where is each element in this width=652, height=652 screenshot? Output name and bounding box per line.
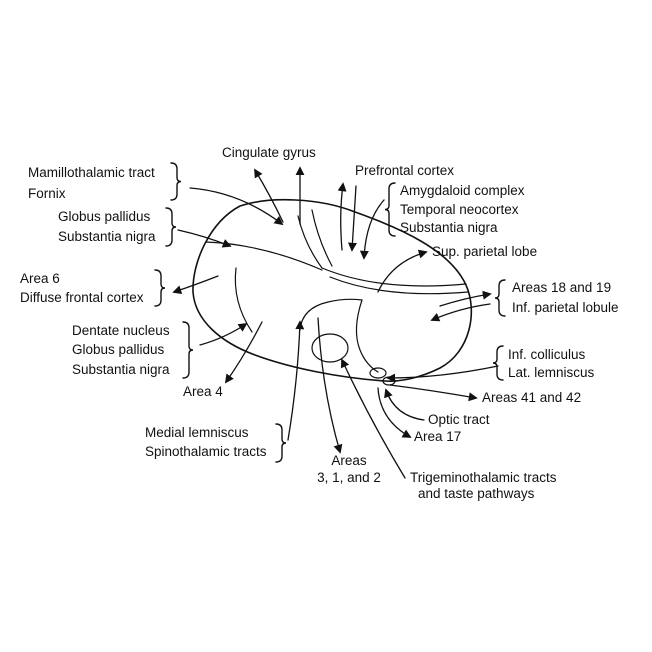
label-fornix: Fornix: [28, 186, 66, 201]
label-optic-tract: Optic tract: [428, 412, 490, 427]
arrow-areas-41-42-out: [390, 385, 476, 398]
brace-mamillothalamic: [171, 163, 181, 200]
anterior-nucleus-left-boundary: [298, 216, 322, 268]
arrow-frontal-out: [174, 276, 218, 292]
label-sup-parietal-lobe: Sup. parietal lobe: [432, 244, 538, 259]
label-substantia-nigra-right: Substantia nigra: [400, 220, 498, 235]
arrow-pallidal-in: [178, 230, 230, 246]
label-areas-41-42: Areas 41 and 42: [482, 390, 582, 405]
arrow-dentate-in: [200, 324, 246, 345]
label-inf-colliculus: Inf. colliculus: [508, 347, 586, 362]
label-globus-pallidus-lower: Globus pallidus: [72, 342, 165, 357]
label-area-4: Area 4: [183, 384, 223, 399]
arrow-amygdaloid-in: [364, 200, 384, 258]
label-cingulate-gyrus: Cingulate gyrus: [222, 145, 316, 160]
arrow-optic-tract-in: [386, 390, 424, 420]
brace-frontal: [155, 270, 165, 306]
label-temporal-neocortex: Temporal neocortex: [400, 202, 519, 217]
label-taste-pathways: and taste pathways: [418, 486, 535, 501]
ventral-anterior-boundary: [235, 268, 252, 332]
brace-dentate: [183, 322, 193, 378]
arrow-lemniscus-in: [288, 322, 300, 440]
brace-colliculus: [493, 346, 503, 380]
internal-medullary-lamina-left: [206, 242, 322, 270]
arrow-prefrontal-out: [341, 184, 343, 250]
arrow-prefrontal-in: [352, 186, 356, 250]
brace-pallidal: [166, 208, 176, 246]
label-mamillothalamic-tract: Mamillothalamic tract: [28, 165, 155, 180]
label-globus-pallidus-upper: Globus pallidus: [58, 209, 151, 224]
brace-lemniscus: [276, 424, 286, 462]
label-area-17: Area 17: [414, 429, 462, 444]
label-substantia-nigra-lower: Substantia nigra: [72, 362, 170, 377]
arrow-area-4-out: [226, 322, 262, 382]
internal-medullary-lamina-upper: [322, 268, 466, 286]
brace-occipital: [495, 280, 505, 316]
arrow-area-17-out: [378, 388, 410, 437]
label-areas-3-1-2: 3, 1, and 2: [317, 470, 381, 485]
pulvinar-boundary: [356, 300, 378, 372]
label-spinothalamic-tracts: Spinothalamic tracts: [145, 444, 267, 459]
label-lat-lemniscus: Lat. lemniscus: [508, 365, 595, 380]
lateral-nuclei-boundary: [300, 299, 362, 330]
label-medial-lemniscus: Medial lemniscus: [145, 425, 249, 440]
label-dentate-nucleus: Dentate nucleus: [72, 323, 170, 338]
label-areas-18-19: Areas 18 and 19: [512, 280, 612, 295]
label-trigeminothalamic-tracts: Trigeminothalamic tracts: [410, 470, 557, 485]
label-prefrontal-cortex: Prefrontal cortex: [355, 163, 455, 178]
arrow-occipital-out: [440, 294, 490, 306]
labels: [20, 145, 619, 501]
label-areas: Areas: [331, 453, 367, 468]
label-diffuse-frontal-cortex: Diffuse frontal cortex: [20, 290, 144, 305]
label-inf-parietal-lobule: Inf. parietal lobule: [512, 300, 619, 315]
label-amygdaloid-complex: Amygdaloid complex: [400, 183, 525, 198]
arrow-somatosensory-out: [318, 318, 340, 452]
label-area-6: Area 6: [20, 271, 60, 286]
label-substantia-nigra-upper: Substantia nigra: [58, 229, 156, 244]
ventral-posterior-nucleus: [312, 334, 348, 362]
arrow-colliculus-in: [388, 366, 498, 378]
medial-geniculate-body: [370, 368, 386, 378]
